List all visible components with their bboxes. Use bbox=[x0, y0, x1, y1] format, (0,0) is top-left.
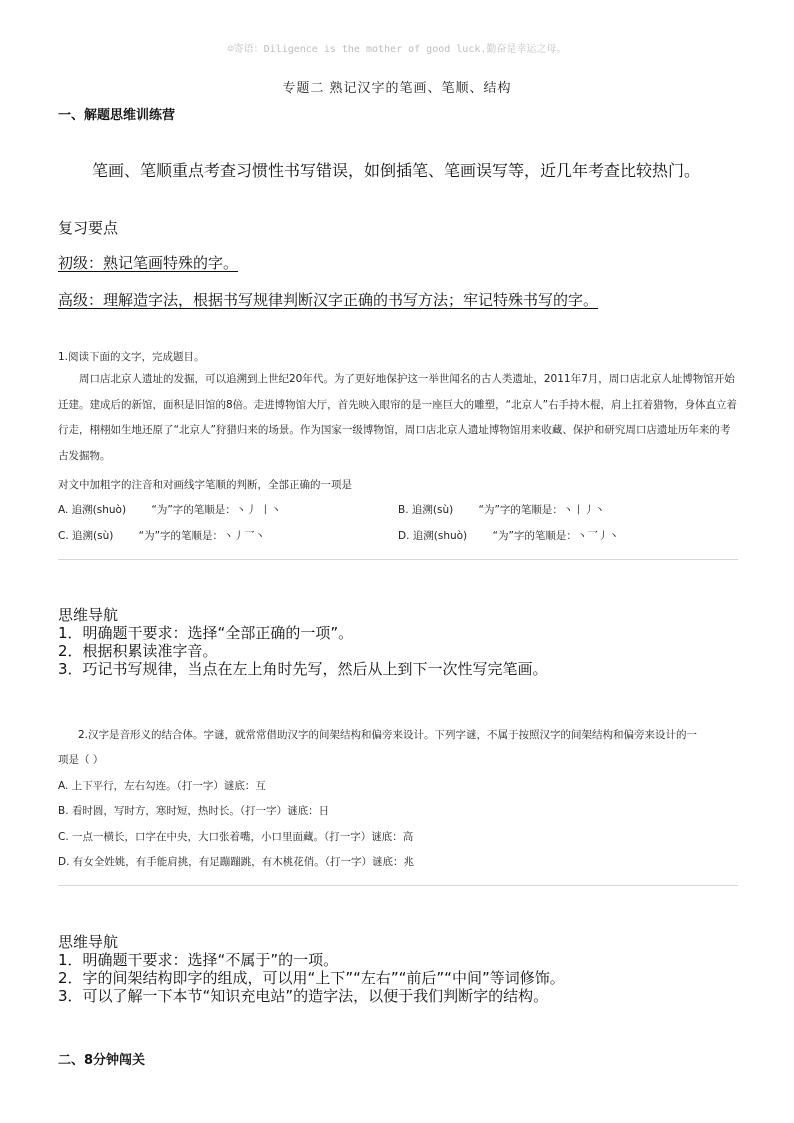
nav-item: 3．巧记书写规律，当点在左上角时先写，然后从上到下一次性写完笔画。 bbox=[58, 660, 548, 678]
review-level-basic: 初级：熟记笔画特殊的字。 bbox=[58, 254, 239, 272]
option-b bbox=[398, 502, 605, 517]
page-title: 专题二 熟记汉字的笔画、笔顺、结构 bbox=[282, 81, 512, 96]
nav-title: 思维导航 bbox=[58, 606, 119, 624]
question-1-question: 对文中加粗字的注音和对画线字笔顺的判断，全部正确的一项是 bbox=[58, 479, 352, 491]
option-a-label: A. 追溯(shuò) bbox=[58, 504, 127, 516]
nav-item: 2．根据积累读准字音。 bbox=[58, 642, 218, 660]
option-d bbox=[398, 528, 619, 543]
nav-item: 1．明确题干要求：选择“不属于”的一项。 bbox=[58, 951, 339, 969]
nav-item: 3．可以了解一下本节“知识充电站”的造字法，以便于我们判断字的结构。 bbox=[58, 987, 549, 1005]
thinking-nav-2 bbox=[58, 933, 565, 1005]
motto: ☺寄语：Diligence is the mother of good luck.勤奋是幸运之母。 bbox=[227, 44, 567, 55]
section-heading-1: 一、解题思维训练营 bbox=[58, 108, 176, 123]
question-1-passage bbox=[58, 367, 740, 469]
question-1-stem: 1.阅读下面的文字，完成题目。 bbox=[58, 351, 205, 363]
option-c-label: C. 追溯(sù) bbox=[58, 530, 114, 542]
review-title: 复习要点 bbox=[58, 219, 119, 237]
nav-item: 1．明确题干要求：选择“全部正确的一项”。 bbox=[58, 624, 354, 642]
question-2-option-d: D. 有女全姓姚，有手能肩挑，有足蹦蹦跳，有木桃花俏。（打一字）谜底：兆 bbox=[58, 856, 415, 868]
thinking-nav-1 bbox=[58, 606, 548, 678]
option-c bbox=[58, 528, 265, 543]
option-b-label: B. 追溯(sù) bbox=[398, 504, 454, 516]
option-b-order: “为”字的笔顺是：丶丨丿丶 bbox=[478, 504, 605, 516]
nav-item: 2．字的间架结构即字的组成，可以用“上下”“左右”“前后”“中间”等词修饰。 bbox=[58, 969, 565, 987]
divider bbox=[58, 559, 738, 560]
question-2-option-b: B. 看时圆，写时方，寒时短，热时长。（打一字）谜底：日 bbox=[58, 805, 330, 817]
section-heading-2: 二、8分钟闯关 bbox=[58, 1053, 146, 1068]
passage-text: 周口店北京人遗址的发掘，可以追溯到上世纪20年代。为了更好地保护这一举世闻名的古人类遗址，2011年7月，周口店北京人址博物馆开始迁建。建成后的新馆，面积是旧馆的8倍。走进博物馆大厅，首先映入眼帘的是一座巨大的雕塑，“北京人”右手持木棍，肩上扛着猎物，身体直立着行走，栩栩如生地还原了“北京人”狩猎归来的场景。作为国家一级博物馆，周口店北京人遗址博物馆用来收藏、保护和研究周口店遗址历年来的考古发掘物。 bbox=[58, 373, 738, 462]
nav-title: 思维导航 bbox=[58, 933, 119, 951]
question-2-option-a: A. 上下平行，左右勾连。（打一字）谜底：互 bbox=[58, 780, 266, 792]
option-a bbox=[58, 502, 281, 517]
question-2-option-c: C. 一点一横长，口字在中央，大口张着嘴，小口里面藏。（打一字）谜底：高 bbox=[58, 831, 414, 843]
question-2-stem-cont: 项是（ ） bbox=[58, 754, 104, 766]
question-2-stem: 2.汉字是音形义的结合体。字谜，就常常借助汉字的间架结构和偏旁来设计。下列字谜，不属于按照汉字的间架结构和偏旁来设计的一 bbox=[78, 729, 698, 741]
divider bbox=[58, 885, 738, 886]
review-level-advanced: 高级：理解造字法，根据书写规律判断汉字正确的书写方法；牢记特殊书写的字。 bbox=[58, 291, 599, 309]
intro-text: 笔画、笔顺重点考查习惯性书写错误，如倒插笔、笔画误写等，近几年考查比较热门。 bbox=[92, 161, 701, 180]
option-d-order: “为”字的笔顺是：丶乛丿丶 bbox=[492, 530, 619, 542]
option-c-order: “为”字的笔顺是：丶丿乛丶 bbox=[138, 530, 266, 542]
option-a-order: “为”字的笔顺是：丶丿 丨丶 bbox=[151, 504, 282, 516]
option-d-label: D. 追溯(shuò) bbox=[398, 530, 468, 542]
